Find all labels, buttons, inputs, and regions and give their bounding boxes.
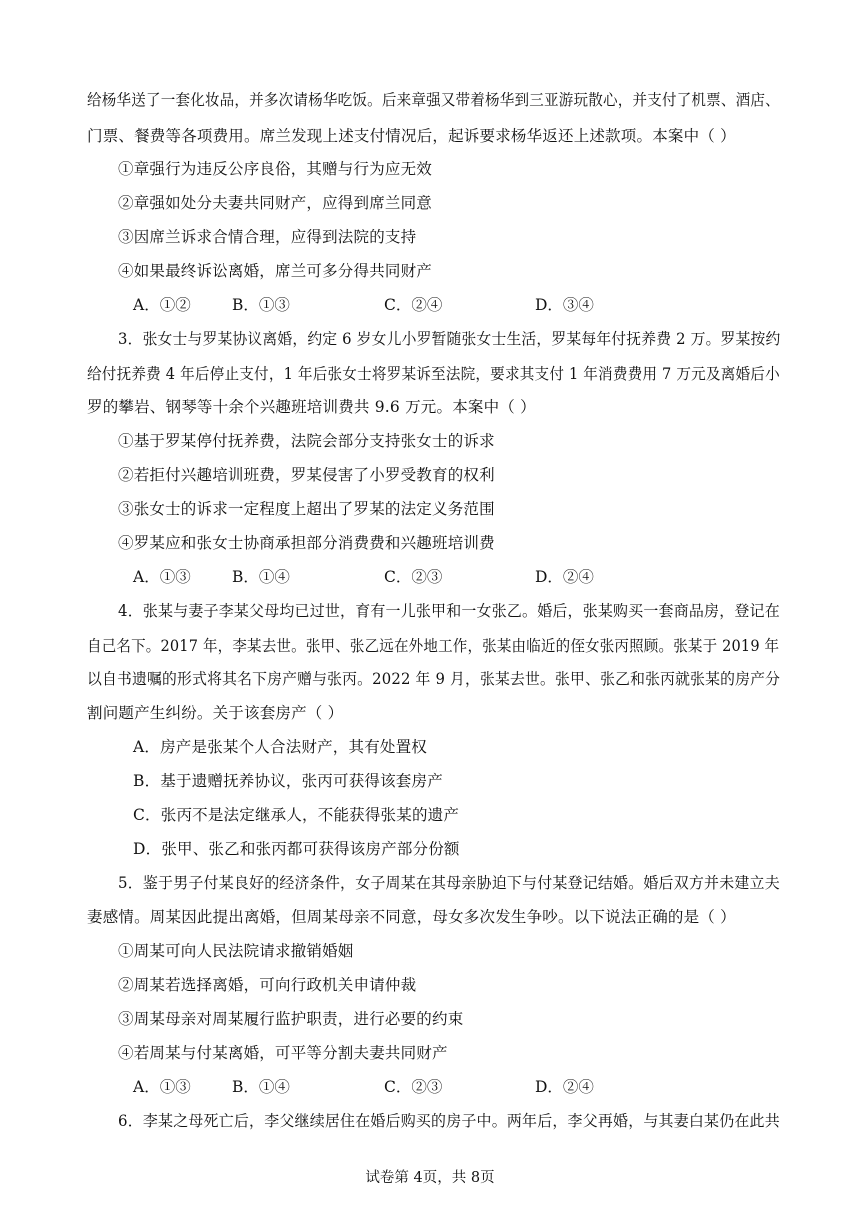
q2-options (0, 295, 860, 315)
q4-option-d: D．张甲、张乙和张丙都可获得该房产部分份额 (133, 840, 460, 858)
option-d: D．②④ (535, 1078, 594, 1096)
option-c: C．②③ (384, 568, 443, 586)
q3-stem-line-3: 罗的攀岩、钢琴等十余个兴趣班培训费共 9.6 万元。本案中（ ） (87, 398, 536, 416)
q4-option-c: C．张丙不是法定继承人，不能获得张某的遗产 (133, 806, 460, 824)
option-c: C．②④ (384, 296, 443, 314)
q4-stem-line-4: 割问题产生纠纷。关于该套房产（ ） (87, 704, 344, 722)
q3-statement-4: ④罗某应和张女士协商承担部分消费费和兴趣班培训费 (118, 534, 495, 552)
q3-statement-2: ②若拒付兴趣培训班费，罗某侵害了小罗受教育的权利 (118, 466, 495, 484)
q5-options (0, 1077, 860, 1097)
q5-statement-1: ①周某可向人民法院请求撤销婚姻 (118, 942, 354, 960)
q2-statement-2: ②章强如处分夫妻共同财产，应得到席兰同意 (118, 194, 433, 212)
option-c: C．②③ (384, 1078, 443, 1096)
q5-statement-4: ④若周某与付某离婚，可平等分割夫妻共同财产 (118, 1044, 448, 1062)
q3-statement-1: ①基于罗某停付抚养费，法院会部分支持张女士的诉求 (118, 432, 495, 450)
option-b: B．①④ (232, 1078, 290, 1096)
q3-options (0, 567, 860, 587)
page-footer: 试卷第 4页，共 8页 (365, 1170, 495, 1186)
option-d: D．②④ (535, 568, 594, 586)
q2-statement-3: ③因席兰诉求合情合理，应得到法院的支持 (118, 228, 417, 246)
option-b: B．①③ (232, 296, 290, 314)
option-a: A．①② (133, 296, 191, 314)
q2-stem-line-1: 给杨华送了一套化妆品，并多次请杨华吃饭。后来章强又带着杨华到三亚游玩散心，并支付了机票、酒店、 (87, 91, 780, 109)
q4-stem-line-3: 以自书遗嘱的形式将其名下房产赠与张丙。2022 年 9 月，张某去世。张甲、张乙和张丙就张某的房产分 (87, 670, 781, 688)
q3-stem-line-2: 给付抚养费 4 年后停止支付，1 年后张女士将罗某诉至法院，要求其支付 1 年消费费用 7 万元及离婚后小 (87, 365, 780, 383)
q6-stem-line-1: 6．李某之母死亡后，李父继续居住在婚后购买的房子中。两年后，李父再婚，与其妻白某仍在此共 (118, 1112, 780, 1130)
option-d: D．③④ (535, 296, 594, 314)
q4-stem-line-1: 4．张某与妻子李某父母均已过世，育有一儿张甲和一女张乙。婚后，张某购买一套商品房，登记在 (118, 602, 780, 620)
q5-stem-line-2: 妻感情。周某因此提出离婚，但周某母亲不同意，母女多次发生争吵。以下说法正确的是（ ） (87, 908, 736, 926)
q3-statement-3: ③张女士的诉求一定程度上超出了罗某的法定义务范围 (118, 500, 495, 518)
q5-stem-line-1: 5．鉴于男子付某良好的经济条件，女子周某在其母亲胁迫下与付某登记结婚。婚后双方并未建立夫 (118, 874, 780, 892)
q2-stem-line-2: 门票、餐费等各项费用。席兰发现上述支付情况后，起诉要求杨华返还上述款项。本案中（ ） (87, 127, 736, 145)
q4-option-b: B．基于遗赠抚养协议，张丙可获得该套房产 (133, 772, 443, 790)
q5-statement-2: ②周某若选择离婚，可向行政机关申请仲裁 (118, 976, 417, 994)
q4-stem-line-2: 自己名下。2017 年，李某去世。张甲、张乙远在外地工作，张某由临近的侄女张丙照顾。张某于 2019 年 (87, 637, 780, 655)
q2-statement-4: ④如果最终诉讼离婚，席兰可多分得共同财产 (118, 262, 433, 280)
q4-option-a: A．房产是张某个人合法财产，其有处置权 (133, 738, 427, 756)
q2-statement-1: ①章强行为违反公序良俗，其赠与行为应无效 (118, 160, 433, 178)
option-a: A．①③ (133, 1078, 191, 1096)
option-a: A．①③ (133, 568, 191, 586)
q3-stem-line-1: 3．张女士与罗某协议离婚，约定 6 岁女儿小罗暂随张女士生活，罗某每年付抚养费 2 万。罗某按约 (118, 330, 781, 348)
q5-statement-3: ③周某母亲对周某履行监护职责，进行必要的约束 (118, 1010, 464, 1028)
option-b: B．①④ (232, 568, 290, 586)
